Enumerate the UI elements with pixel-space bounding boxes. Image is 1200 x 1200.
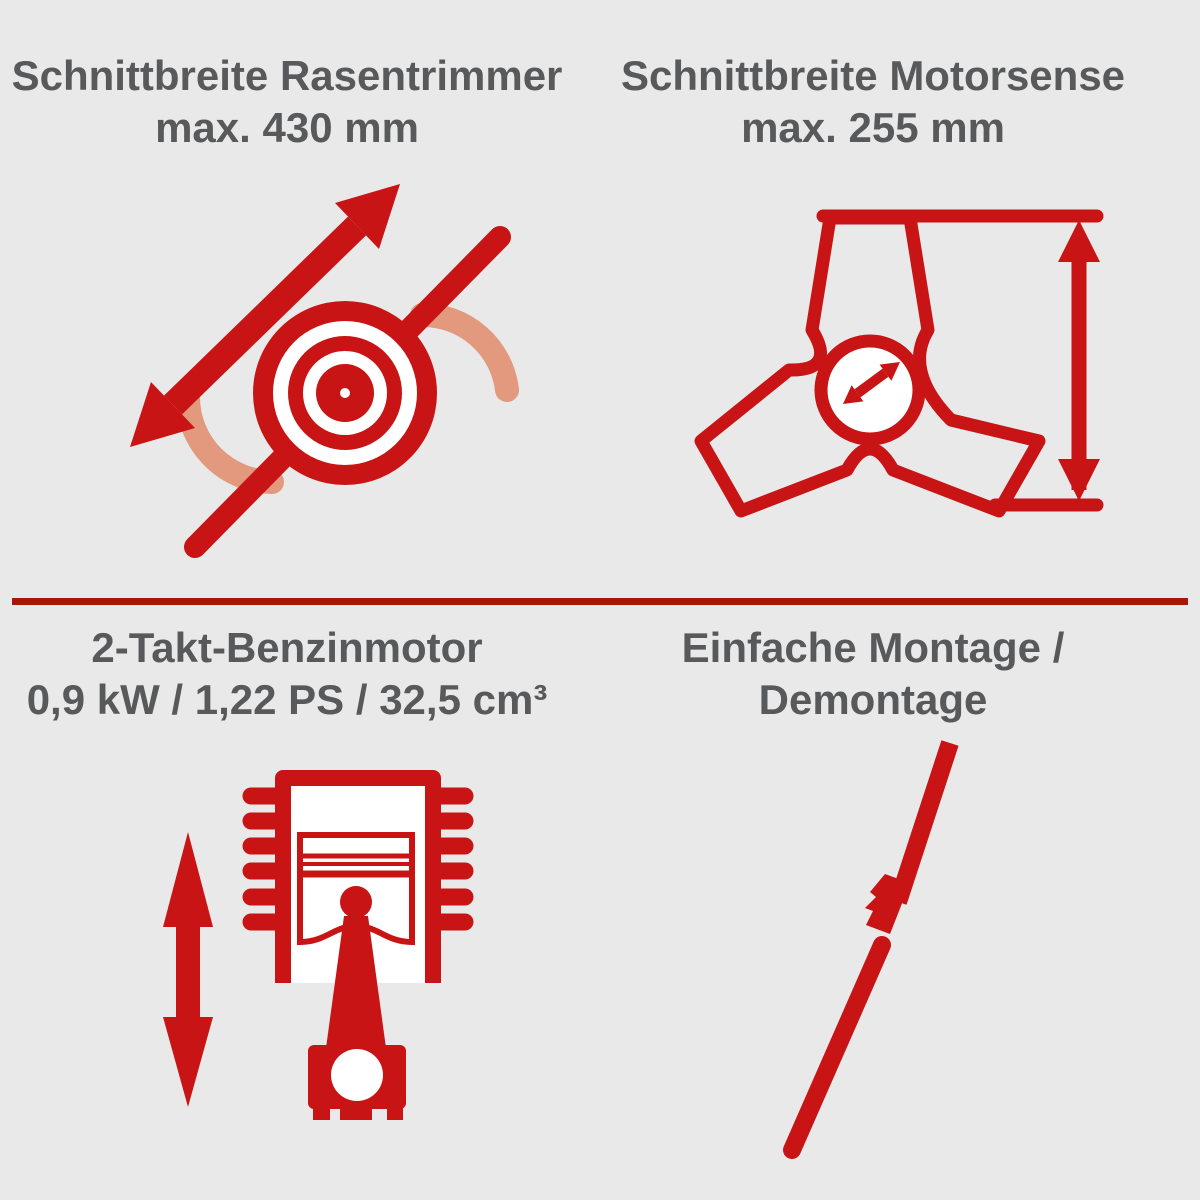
title-line: max. 430 mm — [155, 104, 419, 151]
trimmer-spool-cutting-width-icon — [90, 150, 530, 580]
title-line: Schnittbreite Motorsense — [620, 52, 1126, 99]
piston-pin — [340, 886, 372, 918]
split-shaft-icon — [770, 730, 990, 1160]
title-line: Schnittbreite Rasentrimmer — [11, 52, 563, 99]
title-line: 0,9 kW / 1,22 PS / 32,5 cm³ — [26, 676, 548, 723]
title-line: Demontage — [758, 676, 988, 723]
assembly-title — [586, 622, 1160, 726]
title-line: Einfache Montage / — [681, 624, 1065, 671]
crank-big-end — [308, 1045, 406, 1120]
spool-bullseye — [253, 301, 437, 485]
tri-blade-cutting-width-icon — [680, 190, 1120, 520]
stroke-double-arrow — [163, 832, 213, 1107]
section-divider-line — [12, 598, 1188, 605]
trimmer-cutting-width-title — [0, 50, 574, 154]
shaft-coupling — [865, 874, 910, 934]
engine-spec-title — [0, 622, 574, 726]
title-line: 2-Takt-Benzinmotor — [91, 624, 483, 671]
shaft-upper-rod — [898, 743, 950, 902]
title-line: max. 255 mm — [741, 104, 1005, 151]
shaft-lower-rod — [792, 945, 882, 1150]
two-stroke-piston-engine-icon — [150, 770, 490, 1130]
blade-cutting-width-title — [586, 50, 1160, 154]
